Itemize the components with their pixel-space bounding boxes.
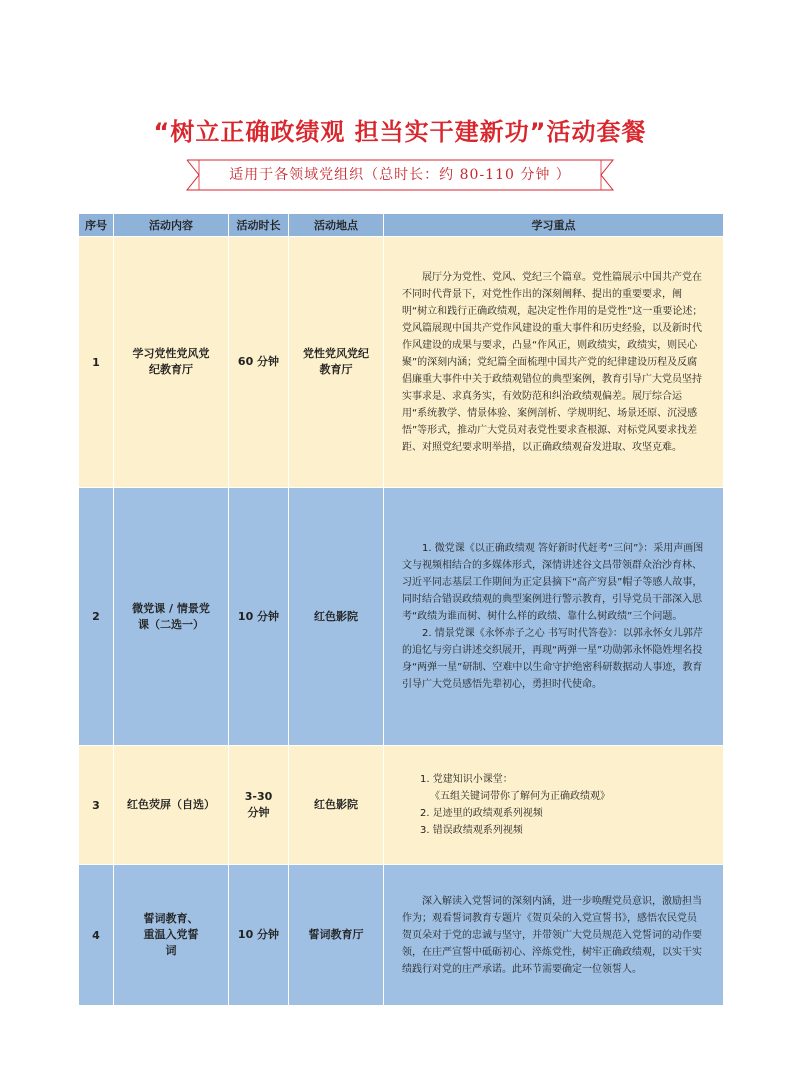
row-focus <box>384 488 724 746</box>
table-header-row <box>79 214 724 237</box>
row-activity-name: 红色荧屏（自选） <box>114 746 229 865</box>
row-no: 4 <box>79 865 114 1006</box>
header-no: 序号 <box>79 214 114 237</box>
row-place: 誓词教育厅 <box>289 865 384 1006</box>
row-no: 1 <box>79 237 114 488</box>
table-row <box>79 865 724 1006</box>
focus-list-item: 3. 错误政绩观系列视频 <box>420 825 523 836</box>
row-duration: 10 分钟 <box>229 488 289 746</box>
table-row <box>79 488 724 746</box>
row-focus <box>384 746 724 865</box>
header-focus: 学习重点 <box>384 214 724 237</box>
row-place: 红色影院 <box>289 746 384 865</box>
focus-list-item: 《五组关键词带你了解何为正确政绩观》 <box>430 791 610 802</box>
table-row <box>79 746 724 865</box>
subtitle-ribbon <box>165 156 635 194</box>
row-duration: 10 分钟 <box>229 865 289 1006</box>
row-duration: 60 分钟 <box>229 237 289 488</box>
row-place: 党性党风党纪教育厅 <box>289 237 384 488</box>
focus-list-item: 2. 足迹里的政绩观系列视频 <box>420 808 543 819</box>
focus-list <box>402 771 705 839</box>
focus-paragraph: 1. 微党课《以正确政绩观 答好新时代赶考“三问”》：采用声画图文与视频相结合的多媒体形式，深情讲述谷文昌带领群众治沙育林、习近平同志基层工作期间为正定县摘下“高产穷县”帽子等感人故事，同时结合错误政绩观的典型案例进行警示教育，引导党员干部深入思考“政绩为谁而树、树什么样的政绩、靠什么树政绩”三个问题。 <box>402 543 704 622</box>
header-duration: 活动时长 <box>229 214 289 237</box>
focus-paragraph: 2. 情景党课《永怀赤子之心 书写时代答卷》：以郭永怀女儿郭芹的追忆与旁白讲述交织展开，再现“两弹一星”功勋郭永怀隐姓埋名投身“两弹一星”研制、空难中以生命守护绝密科研数据动人事迹，教育引导广大党员感悟先辈初心，勇担时代使命。 <box>402 628 703 690</box>
page-subtitle: 适用于各领域党组织（总时长：约 80-110 分钟 ） <box>229 167 571 183</box>
header-content: 活动内容 <box>114 214 229 237</box>
row-duration: 3-30 分钟 <box>229 746 289 865</box>
row-activity-name: 微党课 / 情景党课（二选一） <box>114 488 229 746</box>
header-place: 活动地点 <box>289 214 384 237</box>
focus-paragraph: 深入解读入党誓词的深刻内涵，进一步唤醒党员意识，激励担当作为；观看誓词教育专题片《贺页朵的入党宣誓书》，感悟农民党员贺页朵对于党的忠诚与坚守，并带领广大党员规范入党誓词的动作要领，在庄严宣誓中砥砺初心、淬炼党性，树牢正确政绩观，以实干实绩践行对党的庄严承诺。此环节需要确定一位领誓人。 <box>402 895 702 975</box>
row-no: 3 <box>79 746 114 865</box>
row-place: 红色影院 <box>289 488 384 746</box>
focus-list-item: 1. 党建知识小课堂： <box>420 774 513 785</box>
activity-table <box>78 213 724 1006</box>
table-row <box>79 237 724 488</box>
page-title: “树立正确政绩观 担当实干建新功”活动套餐 <box>153 118 647 146</box>
row-focus <box>384 237 724 488</box>
row-focus <box>384 865 724 1006</box>
row-no: 2 <box>79 488 114 746</box>
focus-paragraph: 展厅分为党性、党风、党纪三个篇章。党性篇展示中国共产党在不同时代背景下，对党性作出的深刻阐释、提出的重要要求，阐明“树立和践行正确政绩观，起决定性作用的是党性”这一重要论述；党风篇展现中国共产党作风建设的重大事件和历史经验，以及新时代作风建设的成果与要求，凸显“作风正，则政绩实，政绩实，则民心聚”的深刻内涵；党纪篇全面梳理中国共产党的纪律建设历程及反腐倡廉重大事件中关于政绩观错位的典型案例，教育引导广大党员坚持实事求是、求真务实，有效防范和纠治政绩观偏差。展厅综合运用“系统教学、情景体验、案例剖析、学规明纪、场景还原、沉浸感悟”等形式，推动广大党员对表党性要求查根源、对标党风要求找差距、对照党纪要求明举措，以正确政绩观奋发进取、攻坚克难。 <box>402 271 703 453</box>
row-activity-name: 誓词教育、重温入党誓词 <box>114 865 229 1006</box>
row-activity-name: 学习党性党风党纪教育厅 <box>114 237 229 488</box>
